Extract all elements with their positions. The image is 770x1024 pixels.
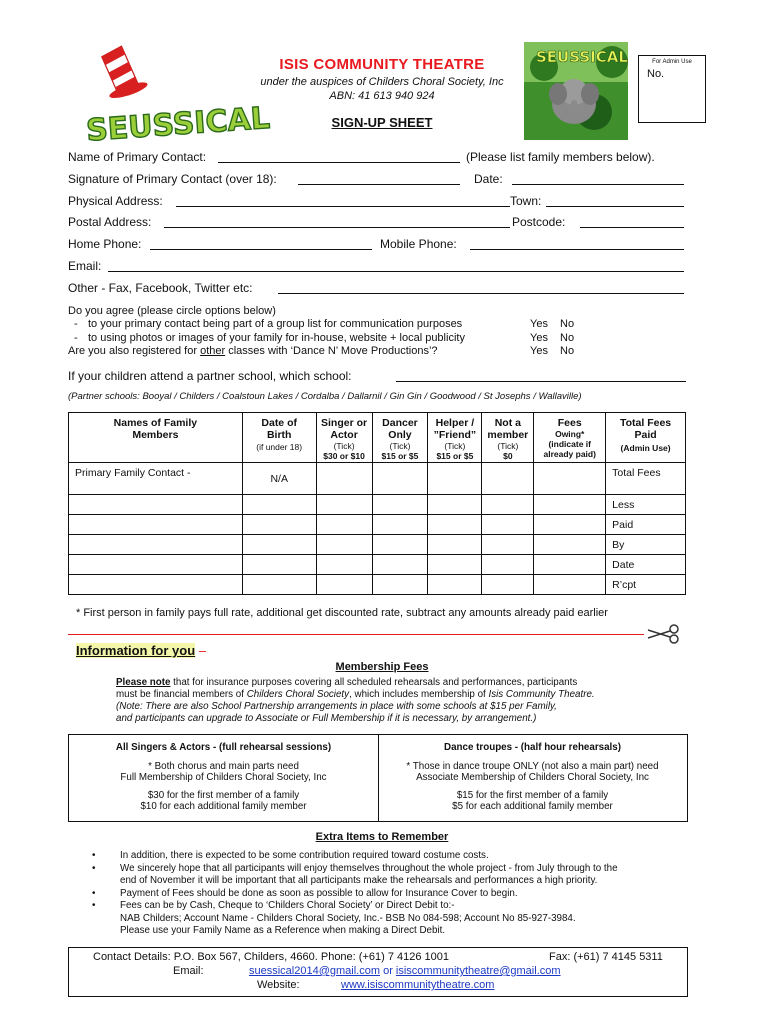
admin-use-label: For Admin Use <box>652 59 692 65</box>
abn-line: ABN: 41 613 940 924 <box>329 90 435 102</box>
row6-dob[interactable] <box>242 575 316 595</box>
header-names: Names of Family Members <box>69 413 243 463</box>
primary-contact-label: Name of Primary Contact: <box>68 150 207 164</box>
side-receipt: R’cpt <box>606 575 686 595</box>
row5-name[interactable] <box>69 555 243 575</box>
side-total-fees: Total Fees <box>606 463 686 495</box>
row3-name[interactable] <box>69 515 243 535</box>
sheet-title: SIGN-UP SHEET <box>331 115 433 130</box>
row1-notmember[interactable] <box>482 463 534 495</box>
header-helper: Helper / ”Friend” (Tick) $15 or $5 <box>428 413 482 463</box>
consent-dash-1: - <box>74 318 78 330</box>
admin-number-label: No. <box>647 68 665 80</box>
postcode-label: Postcode: <box>512 215 566 229</box>
consent-item-group-list: to your primary contact being part of a group list for communication purposes <box>88 318 463 330</box>
consent-1-yes[interactable]: Yes <box>530 318 548 330</box>
physical-address-field[interactable] <box>176 206 510 207</box>
signature-label: Signature of Primary Contact (over 18): <box>68 172 277 186</box>
table-footnote: * First person in family pays full rate, additional get discounted rate, subtract any amounts already paid earlier <box>76 607 608 619</box>
signature-field[interactable] <box>298 184 460 185</box>
row1-helper[interactable] <box>428 463 482 495</box>
home-phone-field[interactable] <box>150 249 372 250</box>
postal-address-label: Postal Address: <box>68 215 152 229</box>
consent-2-no[interactable]: No <box>560 332 575 344</box>
mobile-phone-label: Mobile Phone: <box>380 237 457 251</box>
auspices-line: under the auspices of Childers Choral Society, Inc <box>260 76 504 88</box>
town-label: Town: <box>510 194 542 208</box>
header-dob: Date of Birth (if under 18) <box>242 413 316 463</box>
seussical-logo <box>82 44 271 152</box>
row5-dob[interactable] <box>242 555 316 575</box>
primary-contact-field[interactable] <box>218 162 460 163</box>
side-paid: Paid <box>606 515 686 535</box>
consent-item-photos: to using photos or images of your family for in-house, website + local publicity <box>88 332 465 344</box>
seussical-cover-image <box>524 42 628 140</box>
side-by: By <box>606 535 686 555</box>
consent-3-no[interactable]: No <box>560 345 575 357</box>
physical-address-label: Physical Address: <box>68 194 163 208</box>
side-less: Less <box>606 495 686 515</box>
primary-dob-cell: N/A <box>242 463 316 495</box>
row1-dancer[interactable] <box>372 463 428 495</box>
contact-details-box: Contact Details: P.O. Box 567, Childers, 4660. Phone: (+61) 7 4126 1001 Fax: (+61) 7 4145 5311 Email: suessical2014@gmail.com or isiscommunitytheatre@gmail.com Website: www.isiscommunitytheatre.com <box>68 947 688 997</box>
dance-troupes-title: Dance troupes - (half hour rehearsals) <box>444 742 621 753</box>
cut-line <box>68 634 644 635</box>
info-heading: Information for you – <box>76 643 207 658</box>
svg-text:SEUSSICAL: SEUSSICAL <box>85 100 271 149</box>
home-phone-label: Home Phone: <box>68 237 142 251</box>
row1-singer[interactable] <box>316 463 372 495</box>
consent-item-other-classes: Are you also registered for other classes with ‘Dance N’ Move Productions’? <box>68 345 438 357</box>
partner-school-label: If your children attend a partner school, which school: <box>68 369 352 383</box>
extra-items-title: Extra Items to Remember <box>315 831 449 843</box>
mobile-phone-field[interactable] <box>470 249 684 250</box>
side-date: Date <box>606 555 686 575</box>
email-label: Email: <box>68 259 102 273</box>
primary-contact-cell[interactable]: Primary Family Contact - <box>69 463 243 495</box>
svg-text:SEUSSICAL: SEUSSICAL <box>536 48 628 66</box>
header-not-member: Not a member (Tick) $0 <box>482 413 534 463</box>
contact-fax: Fax: (+61) 7 4145 5311 <box>549 951 663 963</box>
partner-school-field[interactable] <box>396 381 686 382</box>
postal-address-field[interactable] <box>164 227 510 228</box>
header-total-fees: Total Fees Paid (Admin Use) <box>606 413 686 463</box>
consent-question: Do you agree (please circle options below) <box>68 305 276 317</box>
row2-name[interactable] <box>69 495 243 515</box>
other-contact-field[interactable] <box>278 293 684 294</box>
consent-1-no[interactable]: No <box>560 318 575 330</box>
membership-paragraph: Please note that for insurance purposes covering all scheduled rehearsals and performances, participants must be financial members of Childers Choral Society, which includes membership of Isis Community Theatre. (Note: There are also School Partnership arrangements in place with some schools at $15 per Family, and participants can upgrade to Associate or Full Membership if it is necessary, by arrangement.) <box>116 677 595 724</box>
header-singer: Singer or Actor (Tick) $30 or $10 <box>316 413 372 463</box>
town-field[interactable] <box>546 206 684 207</box>
row4-name[interactable] <box>69 535 243 555</box>
email-label-contact: Email: <box>173 965 204 977</box>
consent-3-yes[interactable]: Yes <box>530 345 548 357</box>
header-fees: Fees Owing* (indicate if already paid) <box>534 413 606 463</box>
extra-items-list: • In addition, there is expected to be some contribution required toward costume costs. • We sincerely hope that all participants will enjoy themselves throughout the whole project - from July through to the end of November it will be important that all participants make the rehearsals and performances a high priority. • Payment of Fees should be done as soon as possible to allow for Insurance Cover to begin. • Fees can be by Cash, Cheque to ‘Childers Choral Society’ or Direct Debit to:- NAB Childers; Account Name - Childers Choral Society, Inc.- BSB No 084-598; Account No 85-927-3984. Please use your Family Name as a Reference when making a Direct Debit. <box>92 850 618 936</box>
admin-use-box <box>638 55 706 123</box>
theatre-name: ISIS COMMUNITY THEATRE <box>279 56 485 73</box>
email-link-1[interactable]: suessical2014@gmail.com <box>249 965 381 977</box>
consent-dash-2: - <box>74 332 78 344</box>
header-dancer: Dancer Only (Tick) $15 or $5 <box>372 413 428 463</box>
email-field[interactable] <box>108 271 684 272</box>
partner-schools-list: (Partner schools: Booyal / Childers / Coalstoun Lakes / Cordalba / Dallarnil / Gin Gin / Goodwood / St Josephs / Wallaville) <box>68 391 582 402</box>
row2-dob[interactable] <box>242 495 316 515</box>
date-field[interactable] <box>512 184 684 185</box>
family-members-table <box>68 412 686 595</box>
consent-2-yes[interactable]: Yes <box>530 332 548 344</box>
row3-dob[interactable] <box>242 515 316 535</box>
family-note: (Please list family members below). <box>466 150 655 164</box>
scissors-icon <box>646 624 682 649</box>
singers-title: All Singers & Actors - (full rehearsal sessions) <box>115 742 332 753</box>
website-link[interactable]: www.isiscommunitytheatre.com <box>341 979 495 991</box>
other-contact-label: Other - Fax, Facebook, Twitter etc: <box>68 281 253 295</box>
row6-name[interactable] <box>69 575 243 595</box>
email-link-2[interactable]: isiscommunitytheatre@gmail.com <box>395 965 561 977</box>
website-label: Website: <box>257 979 300 991</box>
membership-fees-box: All Singers & Actors - (full rehearsal sessions) * Both chorus and main parts need Full Membership of Childers Choral Society, Inc $30 for the first member of a family $10 for each additional family member Dance troupes - (half hour rehearsals) * Those in dance troupe ONLY (not also a main part) need Associate Membership of Childers Choral Society, Inc $15 for the first member of a family $5 for each additional family member <box>68 734 688 822</box>
postcode-field[interactable] <box>580 227 684 228</box>
row1-fees[interactable] <box>534 463 606 495</box>
membership-fees-title: Membership Fees <box>335 661 429 673</box>
contact-line: Contact Details: P.O. Box 567, Childers, 4660. Phone: (+61) 7 4126 1001 <box>93 951 449 963</box>
row4-dob[interactable] <box>242 535 316 555</box>
date-label: Date: <box>474 172 503 186</box>
